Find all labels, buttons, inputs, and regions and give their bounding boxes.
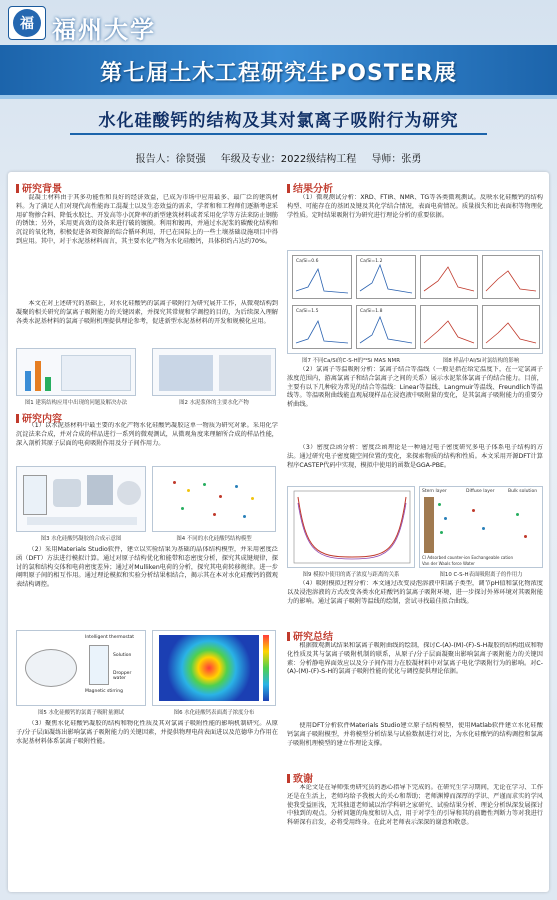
conclusion-paragraph-2: 使用DFT分析软件Materials Studio建立原子结构模型，使用Matlab软件建立水化硅酸钙氯离子吸附模型，并将模型分析结果与试验数据进行对比，为水化硅酸钙的结构调控和氯离子吸附机理模型的建立作理论支撑。 <box>287 722 543 747</box>
figure-10-ion <box>440 531 443 534</box>
figure-4-caption: 图4 不同的水化硅酸钙结构模型 <box>176 536 252 542</box>
grade-major: 年级及专业：2022级结构工程 <box>220 154 357 165</box>
figure-4-atom <box>187 489 190 492</box>
figure-2 <box>152 348 276 396</box>
results-paragraph-3: （3）密度泛函分析：密度泛函理论是一种通过电子密度研究多电子体系电子结构的方法。通过研究电子密度随空间位置的变化，来探索物质的结构和性质。本文采用开源DFT计算程序CASTEP代码中实现，模拟中使用的函数是GGA-PBE。 <box>287 444 543 469</box>
figure-6-heatmap <box>159 635 259 701</box>
figure-1-photo <box>61 355 131 391</box>
plot-legend: Ca/Si=1.2 <box>360 259 383 264</box>
figure-3-graphic <box>53 479 81 507</box>
event-title: 第七届土木工程研究生POSTER展 <box>100 61 457 86</box>
figure-9-frame <box>294 491 410 563</box>
section-title-background: 研究背景 <box>16 180 62 195</box>
results-paragraph-1: （1）微观测试分析：XRD、FTIR、NMR、TG等各类微观测试。反映水化硅酸钙的结构构型、可能存在的基团及键及其化学结合情况，表面电荷情况。质量损失和比表面积等物理化学性质。定时结果吸附行为研究进行理论分析的重要依据。 <box>287 194 543 219</box>
figure-5-label: Intelligent thermostat <box>85 635 135 640</box>
poster-title: 水化硅酸钙的结构及其对氯离子吸附行为研究 <box>98 111 459 131</box>
figure-10-surface <box>424 497 434 553</box>
figure-4 <box>152 466 276 532</box>
figure-4-atom <box>213 513 216 516</box>
figure-10-legend-item: Cl <box>422 555 426 560</box>
figure-10-ion <box>438 503 441 506</box>
figure-10-ion <box>516 513 519 516</box>
figure-10-legend-item: Adsorbed counter-ion <box>427 555 471 560</box>
background-paragraph-2: 本文在对上述研究的基础上，对水化硅酸钙的氯离子吸附行为研究展开工作，从微观结构到凝聚的相关研究的氯离子吸附能力的关键因素，并探究其常规和学调控的目的，为后续深入理解各类水泥基材料的氯离子吸附机理提供理论参考，促进新型水泥基材料的开发和规模化应用。 <box>16 300 278 325</box>
figure-4-atom <box>235 485 238 488</box>
figure-4-atom <box>219 495 222 498</box>
figure-5-beaker <box>25 649 77 687</box>
reporter: 报告人：徐贤强 <box>135 154 206 165</box>
figure-6 <box>152 630 276 706</box>
figure-5-label: Magnetic stirring <box>85 689 123 694</box>
content-panel <box>8 172 549 892</box>
figure-5-label: Dropper water <box>113 671 132 681</box>
section-title-results: 结果分析 <box>287 180 333 195</box>
plot-legend: Ca/Si=0.6 <box>296 259 319 264</box>
figure-9 <box>287 486 415 568</box>
background-paragraph-1: 混凝土材料由于其多功能性和良好的经济效益，已成为市场中应用最多、最广泛的建筑材料。为了满足人们对现代高性能海工混凝土以及生态效益的需求，学者和和工程师们逐渐考虑采用矿物掺合料、降低水胶比、开发高等小沉降率的新型建筑材料或者采用化学等方法来防止钢筋的锈蚀；另外，采用更高效的设备来进行破的镀膜。利用和镀再，并通过水泥浆的碳酸化结构和沉淀的氧化物，积极促进备项资源的综合循环利用，开已在国际上的一些土壤基础设施项目中得到应用。其中，对于水泥基材料而言，其主要水化产物为水化硅酸钙，具体积约占达约70%。 <box>16 194 278 245</box>
figure-10-legend <box>422 561 542 566</box>
figure-10-header: Bulk solution <box>508 489 538 494</box>
figure-1-graphic <box>25 371 31 391</box>
conclusion-paragraph-1: 根据微观测试结果和氯离子吸附曲线的绘制，探讨C-(A)-(M)-(F)-S-H凝胶的结构组成和物化性质及其与氯离子吸附机制的联系，从原子/分子层面凝聚出影响氯离子吸附能力的关键因素：分析静电界面效应以及分子间作用力在胶凝材料中对氯离子电化学吸附行为的影响。对C-(A)-(M)-(F)-S-H的氯离子吸附性能的优化与调控提供理论依据。 <box>287 642 543 676</box>
plot-curve <box>360 265 412 293</box>
results-paragraph-4: （4）吸附模拟过程分析：本文通过改变浸泡溶液中阳离子类型，调节pH值和氯化物浓度以及浸泡溶液的方式改变各类水化硅酸钙的氯离子吸附环境，进一步探讨外界环境对其吸附能力的影响。通过氯离子吸附等温线的绘制，尝试寻找最佳拟合曲线。 <box>287 580 543 605</box>
figure-3-caption: 图3 水化硅酸钙凝胶的合成示意图 <box>40 536 122 542</box>
figure-10-caption: 图10 C-S-H表面吸附离子的作用力 <box>439 572 523 578</box>
advisor: 导师：张勇 <box>371 154 422 165</box>
plot-curve <box>360 317 412 343</box>
university-seal-icon: 福 <box>13 9 41 37</box>
figure-1-graphic <box>35 361 41 391</box>
plot-curve <box>296 269 348 293</box>
figure-2-micrograph <box>219 355 271 391</box>
figure-9-plot <box>288 487 415 568</box>
figure-1 <box>16 348 136 396</box>
acknowledgement-paragraph: 本论文是在导师张勇研究员的悉心指导下完成的。在研究生学习期间，无论在学习、工作还是在生活上，老师均给予我极大的关心和帮助；老师渊博而深厚的学识、严谨而求实的学风使我受益匪浅，无其独道老师诚以治学科研之家研究、试验结果分析、理论分析纵深发展探讨中独到的观点。分析问题的角度和切入点，用于对学生的引导和其的前瞻性判断力等对我进行科研深有启发，必将受用终身。在此对老师表示深深的谢意和敬意。 <box>287 784 543 827</box>
plot-curve <box>486 271 536 291</box>
figure-5-flask <box>89 645 109 685</box>
figure-4-atom <box>251 497 254 500</box>
figure-4-atom <box>203 483 206 486</box>
plot-curve <box>296 321 348 343</box>
figure-2-caption: 图2 水泥浆体的主要水化产物 <box>179 400 249 406</box>
section-title-conclusion: 研究总结 <box>287 628 333 643</box>
university-logo <box>8 6 46 40</box>
figure-5 <box>16 630 146 706</box>
figure-1-caption: 图1 建筑结构应用中出现的问题及解决办法 <box>24 400 128 406</box>
figure-9-curve <box>298 497 406 557</box>
figure-10 <box>419 486 543 568</box>
figure-8-caption: 图8 样品中Al/Si对氯结构的影响 <box>442 358 520 364</box>
figure-10-legend-item: Exchangeable cation <box>471 555 514 560</box>
byline <box>0 150 557 165</box>
section-title-content: 研究内容 <box>16 410 62 425</box>
section-title-acknowledgement: 致谢 <box>287 770 313 785</box>
content-paragraph-1: （1）以水泥基材料中最主要的水化产物水化硅酸钙凝胶这单一物质为研究对象。采用化学沉淀法来合成，并对合成的样品进行一系列的微观测试，从微观角度来理解所合成的样品性能，深入剖析其原子层面的电荷吸附作用及分子间作用力。 <box>16 422 278 447</box>
plot-curves <box>288 251 543 354</box>
plot-curve <box>424 321 474 343</box>
figure-7-caption: 图7 不同Ca/Si的C-S-H的²⁹Si MAS NMR <box>302 358 400 364</box>
figure-10-header: Diffuse layer <box>466 489 495 494</box>
plot-legend: Ca/Si=1.5 <box>296 309 319 314</box>
figure-10-ion <box>482 527 485 530</box>
figure-10-ion <box>472 509 475 512</box>
figure-9-caption: 图9 模拟中使用的离子浓度与距离的关系 <box>302 572 400 578</box>
figure-10-legend-item: Van der Waals force <box>422 561 462 566</box>
content-paragraph-2: （2）采用Materials Studio软件，建立以实验结果为基础的晶体结构模型，并采用密度泛函（DFT）方法进行模拟计算。通过对原子结构优化和能带和态密度分析，探究其成键规律，探讨的氯和结构交体和电荷密度差异；通过对Mulliken电荷的分析，探究其电荷转移规律。进一步阐明原子间的相互作用。通过理论模拟和实验分析结果相结合，揭示其在本对水化硅酸钙的微观表结构调控。 <box>16 546 278 589</box>
figure-10-legend-item: Water <box>463 561 475 566</box>
figure-3 <box>16 466 146 532</box>
figure-10-ion <box>524 535 527 538</box>
figure-6-colorbar <box>263 635 269 701</box>
figure-4-atom <box>243 515 246 518</box>
figure-10-ion <box>444 517 447 520</box>
plot-legend: Ca/Si=1.8 <box>360 309 383 314</box>
figure-5-label: Solution <box>113 653 132 658</box>
results-paragraph-2: （2）氯离子等温吸附分析：氯离子结合等温线（一般是指在给定温度下，在一定氯离子浓度范围内，游离氯离子和结合氯离子之间的关系）展示水泥浆体氯离子的结合能力。目前，主要有以下几种较为常见的结合等温线：Linear等温线、Langmuir等温线、Freundlich等温线等。等温吸附曲线能直观展现样品在浸泡液中吸附量的变化，是其氯离子吸附能力的重要分析曲线。 <box>287 366 543 409</box>
figure-1-graphic <box>45 377 51 391</box>
figure-9-curve <box>298 503 406 559</box>
figure-5-caption: 图5 水化硅酸钙的氯离子吸附量测试 <box>37 710 124 716</box>
plot-curve <box>486 323 536 343</box>
figure-3-graphic <box>23 475 47 515</box>
figure-3-graphic <box>27 517 137 525</box>
title-divider <box>70 133 487 135</box>
plot-curve <box>424 267 474 291</box>
university-name: 福州大学 <box>52 15 156 44</box>
figure-10-legend <box>422 555 542 560</box>
figure-6-caption: 图6 水化硅酸钙表面离子浓度分布 <box>173 710 255 716</box>
figure-3-graphic <box>87 475 113 505</box>
figure-7-8-panel <box>287 250 543 354</box>
content-paragraph-3: （3）聚焦水化硅酸钙凝胶的结构和物化性质及其对氯离子吸附性能的影响机制研究。从原子/分子层面凝练出影响氯离子吸附能力的关键因素，并提供物理电荷表面进以及范德华力作用在水泥基材料体系氯离子吸附性能。 <box>16 720 278 745</box>
figure-4-atom <box>173 481 176 484</box>
figure-3-graphic <box>117 481 141 505</box>
figure-2-micrograph <box>159 355 213 391</box>
figure-4-atom <box>181 507 184 510</box>
figure-10-header: Stern layer <box>422 489 447 494</box>
